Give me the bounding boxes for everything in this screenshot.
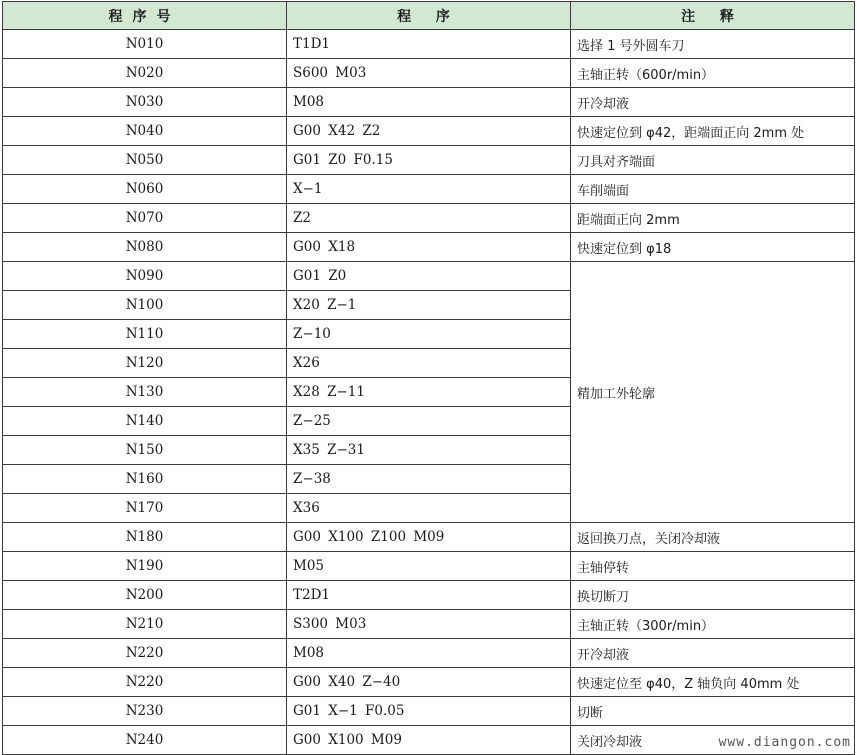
header-program: 程 序 [287,2,571,30]
program-number-cell: N070 [3,204,287,233]
note-cell: 快速定位至 φ40，Z 轴负向 40mm 处 [571,668,855,697]
program-number-cell: N010 [3,30,287,59]
program-code-cell: M08 [287,88,571,117]
program-code-cell: G01 Z0 F0.15 [287,146,571,175]
program-code-cell: Z2 [287,204,571,233]
program-code-cell: Z−10 [287,320,571,349]
program-code-cell: M05 [287,552,571,581]
table-row [3,146,855,175]
program-number-cell: N100 [3,291,287,320]
table-row [3,117,855,146]
note-cell: 开冷却液 [571,88,855,117]
table-row [3,262,855,291]
program-code-cell: T2D1 [287,581,571,610]
program-number-cell: N210 [3,610,287,639]
program-number-cell: N170 [3,494,287,523]
program-code-cell: S300 M03 [287,610,571,639]
program-number-cell: N110 [3,320,287,349]
header-row [3,2,855,30]
watermark: www.diangon.com [718,735,851,750]
note-cell: 快速定位到 φ18 [571,233,855,262]
note-cell: 精加工外轮廓 [571,262,855,523]
program-code-cell: X28 Z−11 [287,378,571,407]
table-row [3,204,855,233]
program-number-cell: N120 [3,349,287,378]
program-code-cell: X35 Z−31 [287,436,571,465]
program-number-cell: N190 [3,552,287,581]
program-code-cell: G00 X42 Z2 [287,117,571,146]
program-number-cell: N040 [3,117,287,146]
table-row [3,523,855,552]
note-cell: 关闭冷却液 [571,726,855,755]
program-code-cell: Z−38 [287,465,571,494]
note-cell: 主轴停转 [571,552,855,581]
note-cell: 开冷却液 [571,639,855,668]
program-code-cell: G01 Z0 [287,262,571,291]
note-cell: 换切断刀 [571,581,855,610]
program-number-cell: N220 [3,639,287,668]
program-number-cell: N180 [3,523,287,552]
program-code-cell: G00 X40 Z−40 [287,668,571,697]
note-cell: 刀具对齐端面 [571,146,855,175]
program-number-cell: N140 [3,407,287,436]
note-cell: 主轴正转（300r/min） [571,610,855,639]
note-cell: 距端面正向 2mm [571,204,855,233]
program-number-cell: N090 [3,262,287,291]
program-code-cell: X36 [287,494,571,523]
header-notes: 注 释 [571,2,855,30]
program-number-cell: N220 [3,668,287,697]
program-number-cell: N230 [3,697,287,726]
table-row [3,639,855,668]
note-cell: 主轴正转（600r/min） [571,59,855,88]
program-number-cell: N130 [3,378,287,407]
note-cell: 切断 [571,697,855,726]
note-cell: 车削端面 [571,175,855,204]
program-number-cell: N060 [3,175,287,204]
program-number-cell: N020 [3,59,287,88]
header-program-number: 程序号 [3,2,287,30]
table-row [3,668,855,697]
table-row [3,610,855,639]
table-row [3,88,855,117]
program-number-cell: N050 [3,146,287,175]
program-code-cell: Z−25 [287,407,571,436]
note-cell: 选择 1 号外圆车刀 [571,30,855,59]
program-code-cell: S600 M03 [287,59,571,88]
program-code-cell: M08 [287,639,571,668]
program-code-cell: X26 [287,349,571,378]
table-row [3,59,855,88]
program-code-cell: G00 X100 M09 [287,726,571,755]
program-code-cell: T1D1 [287,30,571,59]
note-cell: 快速定位到 φ42，距端面正向 2mm 处 [571,117,855,146]
table-row [3,697,855,726]
program-code-cell: G00 X18 [287,233,571,262]
table-row [3,233,855,262]
table-row [3,175,855,204]
program-code-cell: G00 X100 Z100 M09 [287,523,571,552]
program-number-cell: N160 [3,465,287,494]
program-number-cell: N200 [3,581,287,610]
table-row [3,30,855,59]
program-code-cell: X20 Z−1 [287,291,571,320]
program-number-cell: N080 [3,233,287,262]
program-number-cell: N030 [3,88,287,117]
program-number-cell: N150 [3,436,287,465]
program-number-cell: N240 [3,726,287,755]
table-row [3,581,855,610]
table-row [3,552,855,581]
program-code-cell: X−1 [287,175,571,204]
program-code-cell: G01 X−1 F0.05 [287,697,571,726]
note-cell: 返回换刀点，关闭冷却液 [571,523,855,552]
cnc-program-table [2,1,855,755]
